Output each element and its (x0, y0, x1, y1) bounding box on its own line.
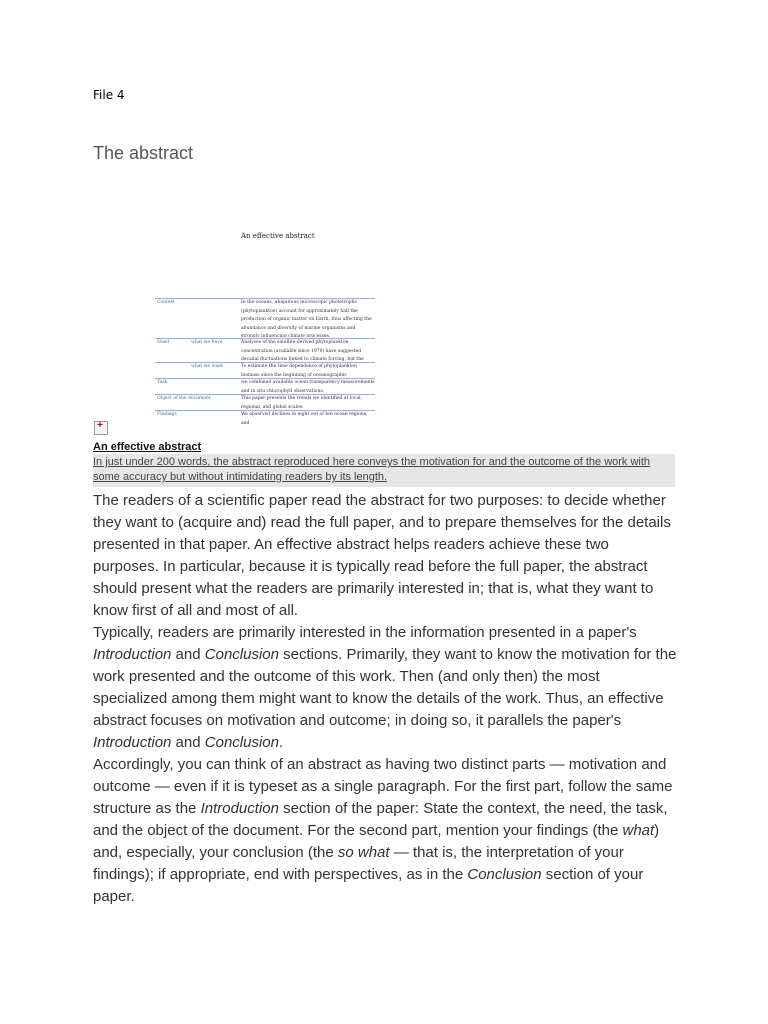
figure-row-text: To estimate the time dependence of phytoplankton biomass since the beginning of oceanographic (241, 364, 358, 377)
text-run: The readers of a scientific paper read the abstract for two purposes: to decide whether they want to (acquire and) read the full paper, and to prepare themselves for the details presented in that paper. An effective abstract helps readers achieve these two purposes. In particular, because it is typically read before the full paper, the abstract should present what the readers are primarily interested in; that is, what they want to know first of all and most of all. (93, 492, 671, 619)
text-run: ) and, especially, your conclusion (the (93, 822, 660, 861)
emphasis-text: Conclusion (204, 646, 279, 663)
figure-row-text: This paper presents the trends we identified at local, regional, and global scales. (241, 396, 363, 409)
figure-title: An effective abstract (241, 232, 315, 240)
figure-row-label: Need (157, 340, 170, 345)
file-label: File 4 (93, 88, 125, 102)
body-paragraph (93, 490, 677, 622)
text-run: section of your paper. (93, 866, 644, 905)
emphasis-text: Introduction (93, 646, 172, 663)
page-title: The abstract (93, 143, 194, 163)
caption-title: An effective abstract (93, 441, 202, 453)
figure-row (155, 394, 375, 410)
figure-row-text: In the oceans, ubiquitous microscopic phototrophs (phytoplankton) account for approximately half the production of organic matter on Earth, thus affecting the abundance and diversity of marine organisms and strongly influencing climate processes. (241, 300, 372, 337)
text-run: Accordingly, you can think of an abstract as having two distinct parts — motivation and outcome — even if it is typeset as a single paragraph. For the first part, follow the same structure as the (93, 756, 673, 817)
caption-body: In just under 200 words, the abstract reproduced here conveys the motivation for and the outcome of the work with some accuracy but without intimidating readers by its length. (93, 454, 675, 487)
emphasis-text: Introduction (200, 800, 279, 817)
figure-row-label: Context (157, 300, 175, 305)
emphasis-text: Conclusion (467, 866, 542, 883)
broken-image-icon[interactable]: + (93, 420, 111, 438)
figure-row-text: we combined available ocean transparency measurements and in situ chlorophyll observations. (241, 380, 375, 393)
text-run: sections. Primarily, they want to know the motivation for the work presented and the outcome of this work. Then (and only then) the most specialized among them might want to know the details of the work. Thus, an effective abstract focuses on motivation and outcome; in doing so, it parallels the paper's (93, 646, 677, 729)
figure-row (155, 362, 375, 378)
body-text (93, 490, 677, 908)
emphasis-text: Conclusion (204, 734, 279, 751)
figure-table (155, 298, 375, 426)
figure-row-sublabel: what we have (191, 340, 223, 345)
text-run: Typically, readers are primarily interested in the information presented in a paper's (93, 624, 637, 641)
figure-row (155, 338, 375, 362)
abstract-figure (155, 226, 435, 426)
text-run: section of the paper: State the context, the need, the task, and the object of the document. For the second part, mention your findings (the (93, 800, 668, 839)
figure-row-sublabel: what we want (191, 364, 223, 369)
figure-row (155, 410, 375, 426)
text-run: and (171, 734, 205, 751)
figure-row-label: Task (157, 380, 168, 385)
emphasis-text: Introduction (93, 734, 172, 751)
figure-row (155, 378, 375, 394)
text-run: — that is, the interpretation of your findings); if appropriate, end with perspectives, as in the (93, 844, 624, 883)
text-run: and (171, 646, 205, 663)
figure-row-label: Object of the document (157, 396, 211, 401)
emphasis-text: what (622, 822, 655, 839)
body-paragraph (93, 754, 677, 908)
body-paragraph (93, 622, 677, 754)
figure-row-text: Analyses of the satellite-derived phytoplankton concentration (available since 1979) have suggested decadal fluctuations linked to climate forcing, but the (241, 340, 364, 361)
figure-row-label: Findings (157, 412, 177, 417)
text-run: . (278, 734, 284, 751)
figure-row-text: We observed declines in eight out of ten ocean regions, and (241, 412, 368, 425)
figure-row (155, 298, 375, 338)
emphasis-text: so what (337, 844, 390, 861)
